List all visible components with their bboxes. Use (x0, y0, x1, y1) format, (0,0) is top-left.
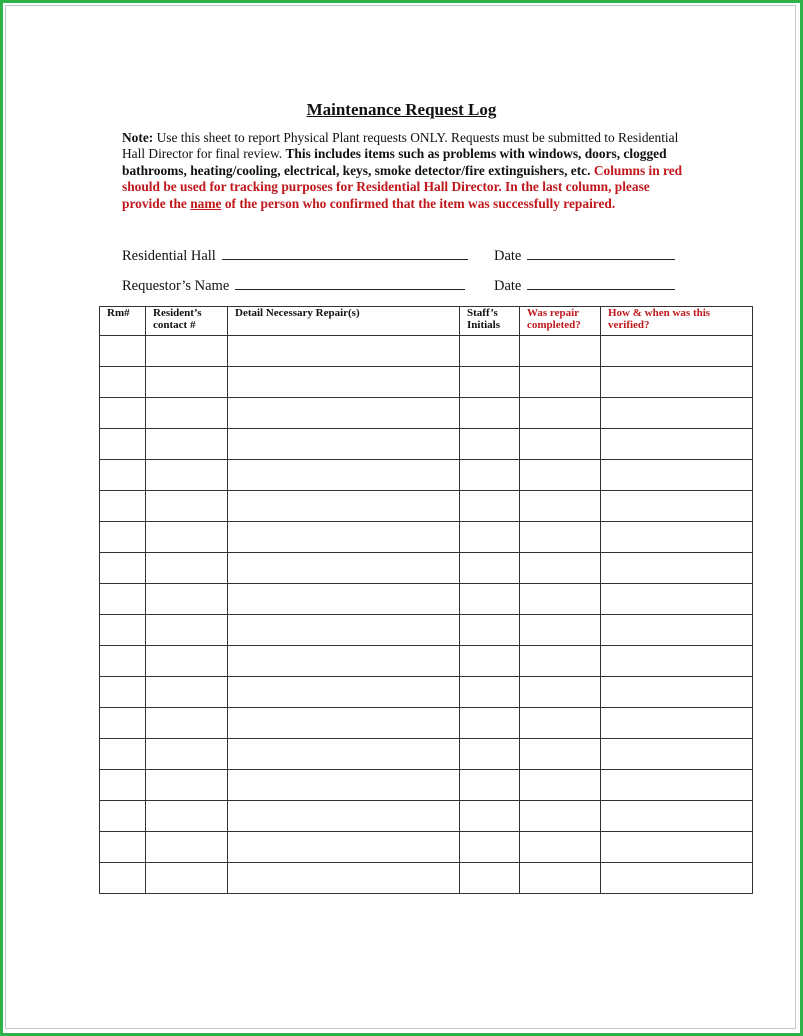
table-cell[interactable] (520, 336, 601, 367)
table-cell[interactable] (228, 832, 460, 863)
table-cell[interactable] (228, 460, 460, 491)
table-row (100, 832, 753, 863)
date-field-2 (494, 275, 675, 295)
table-cell[interactable] (520, 832, 601, 863)
date-field-1 (494, 245, 675, 265)
table-cell[interactable] (146, 646, 228, 677)
table-cell[interactable] (601, 832, 753, 863)
table-cell[interactable] (228, 522, 460, 553)
table-cell[interactable] (146, 460, 228, 491)
table-row (100, 677, 753, 708)
table-cell[interactable] (460, 646, 520, 677)
header-room-number: Rm# (100, 307, 146, 336)
header-verified: How & when was this verified? (601, 307, 753, 336)
table-cell[interactable] (100, 460, 146, 491)
table-cell[interactable] (601, 367, 753, 398)
table-cell[interactable] (460, 770, 520, 801)
note-red-text-2: of the person who confirmed that the item was successfully repaired. (224, 195, 616, 211)
table-cell[interactable] (228, 677, 460, 708)
header-repair-completed: Was repair completed? (520, 307, 601, 336)
table-cell[interactable] (601, 491, 753, 522)
table-cell[interactable] (146, 398, 228, 429)
table-cell[interactable] (601, 553, 753, 584)
table-cell[interactable] (520, 367, 601, 398)
table-cell[interactable] (601, 863, 753, 894)
table-cell[interactable] (100, 863, 146, 894)
table-cell[interactable] (520, 863, 601, 894)
table-row (100, 615, 753, 646)
table-row (100, 491, 753, 522)
table-header-row (100, 307, 753, 336)
table-cell[interactable] (601, 677, 753, 708)
table-cell[interactable] (601, 336, 753, 367)
table-cell[interactable] (146, 708, 228, 739)
table-row (100, 398, 753, 429)
table-cell[interactable] (601, 801, 753, 832)
table-cell[interactable] (146, 429, 228, 460)
table-cell[interactable] (460, 367, 520, 398)
table-cell[interactable] (520, 801, 601, 832)
table-cell[interactable] (601, 770, 753, 801)
table-cell[interactable] (228, 367, 460, 398)
header-resident-contact: Resident’s contact # (146, 307, 228, 336)
table-cell[interactable] (460, 398, 520, 429)
table-cell[interactable] (601, 646, 753, 677)
instructions-note (122, 130, 692, 212)
table-cell[interactable] (146, 770, 228, 801)
note-red-underlined: name (190, 195, 222, 211)
table-cell[interactable] (601, 584, 753, 615)
table-cell[interactable] (146, 677, 228, 708)
table-cell[interactable] (100, 429, 146, 460)
maintenance-log-table (99, 306, 753, 894)
table-cell[interactable] (460, 615, 520, 646)
table-row (100, 367, 753, 398)
table-cell[interactable] (100, 646, 146, 677)
table-row (100, 553, 753, 584)
table-cell[interactable] (228, 770, 460, 801)
table-cell[interactable] (601, 739, 753, 770)
table-cell[interactable] (460, 553, 520, 584)
table-row (100, 863, 753, 894)
table-cell[interactable] (520, 615, 601, 646)
table-cell[interactable] (100, 367, 146, 398)
table-cell[interactable] (460, 677, 520, 708)
table-cell[interactable] (601, 522, 753, 553)
table-cell[interactable] (100, 522, 146, 553)
note-red-text-1: Columns in red should be used for tracking purposes for Residential Hall Director. In the last column, please provide the (122, 162, 683, 211)
note-plain-text: Use this sheet to report Physical Plant requests ONLY. Requests must be submitted to Residential Hall Director for final review. (122, 130, 679, 162)
table-row (100, 708, 753, 739)
table-cell[interactable] (228, 863, 460, 894)
table-cell[interactable] (228, 584, 460, 615)
table-row (100, 770, 753, 801)
table-cell[interactable] (146, 553, 228, 584)
table-cell[interactable] (100, 584, 146, 615)
date-blank-1[interactable] (527, 245, 675, 260)
table-cell[interactable] (520, 491, 601, 522)
table-cell[interactable] (100, 770, 146, 801)
table-cell[interactable] (520, 770, 601, 801)
table-cell[interactable] (520, 398, 601, 429)
table-cell[interactable] (601, 398, 753, 429)
table-cell[interactable] (146, 491, 228, 522)
table-cell[interactable] (520, 646, 601, 677)
table-cell[interactable] (228, 553, 460, 584)
table-cell[interactable] (520, 677, 601, 708)
table-cell[interactable] (228, 491, 460, 522)
table-row (100, 801, 753, 832)
requestor-name-label: Requestor’s Name (122, 278, 230, 294)
table-cell[interactable] (460, 801, 520, 832)
table-cell[interactable] (460, 584, 520, 615)
table-row (100, 460, 753, 491)
table-cell[interactable] (460, 429, 520, 460)
table-cell[interactable] (100, 491, 146, 522)
date-label-1: Date (494, 248, 522, 264)
table-cell[interactable] (228, 398, 460, 429)
table-cell[interactable] (460, 522, 520, 553)
date-blank-2[interactable] (527, 275, 675, 290)
table-cell[interactable] (228, 615, 460, 646)
table-cell[interactable] (460, 832, 520, 863)
table-cell[interactable] (146, 863, 228, 894)
table-cell[interactable] (520, 429, 601, 460)
table-row (100, 584, 753, 615)
table-row (100, 336, 753, 367)
table-row (100, 739, 753, 770)
table-cell[interactable] (460, 491, 520, 522)
header-detail-repair: Detail Necessary Repair(s) (228, 307, 460, 336)
table-body (100, 336, 753, 894)
table-cell[interactable] (460, 708, 520, 739)
header-staff-initials: Staff’s Initials (460, 307, 520, 336)
table-cell[interactable] (100, 615, 146, 646)
table-cell[interactable] (100, 832, 146, 863)
table-cell[interactable] (601, 708, 753, 739)
table-cell[interactable] (460, 863, 520, 894)
table-cell[interactable] (228, 429, 460, 460)
note-label: Note: (122, 130, 154, 145)
table-cell[interactable] (601, 460, 753, 491)
table-cell[interactable] (228, 801, 460, 832)
table-cell[interactable] (146, 615, 228, 646)
residential-hall-blank[interactable] (222, 245, 468, 260)
table-cell[interactable] (146, 336, 228, 367)
table-row (100, 646, 753, 677)
table-cell[interactable] (520, 584, 601, 615)
requestor-name-field (122, 275, 465, 295)
table-cell[interactable] (100, 801, 146, 832)
table-cell[interactable] (100, 553, 146, 584)
table-row (100, 522, 753, 553)
table-cell[interactable] (146, 739, 228, 770)
table-cell[interactable] (100, 708, 146, 739)
table-cell[interactable] (228, 739, 460, 770)
table-cell[interactable] (146, 801, 228, 832)
table-row (100, 429, 753, 460)
table-cell[interactable] (520, 708, 601, 739)
table-cell[interactable] (601, 615, 753, 646)
residential-hall-field (122, 245, 468, 265)
table-cell[interactable] (520, 739, 601, 770)
table-cell[interactable] (228, 708, 460, 739)
table-cell[interactable] (100, 336, 146, 367)
residential-hall-label: Residential Hall (122, 248, 216, 264)
table-cell[interactable] (601, 429, 753, 460)
table-cell[interactable] (100, 677, 146, 708)
table-cell[interactable] (520, 553, 601, 584)
page-title: Maintenance Request Log (306, 100, 497, 119)
table-cell[interactable] (100, 739, 146, 770)
requestor-name-blank[interactable] (235, 275, 465, 290)
table-cell[interactable] (146, 832, 228, 863)
date-label-2: Date (494, 278, 522, 294)
table-cell[interactable] (100, 398, 146, 429)
table-cell[interactable] (460, 460, 520, 491)
table-cell[interactable] (146, 584, 228, 615)
table-cell[interactable] (460, 336, 520, 367)
table-cell[interactable] (228, 336, 460, 367)
table-cell[interactable] (146, 522, 228, 553)
table-cell[interactable] (146, 367, 228, 398)
table-cell[interactable] (520, 460, 601, 491)
table-cell[interactable] (520, 522, 601, 553)
note-bold-text: This includes items such as problems with windows, doors, clogged bathrooms, heating/cooling, electrical, keys, smoke detector/fire extinguishers, etc. (122, 146, 667, 178)
table-cell[interactable] (460, 739, 520, 770)
table-cell[interactable] (228, 646, 460, 677)
